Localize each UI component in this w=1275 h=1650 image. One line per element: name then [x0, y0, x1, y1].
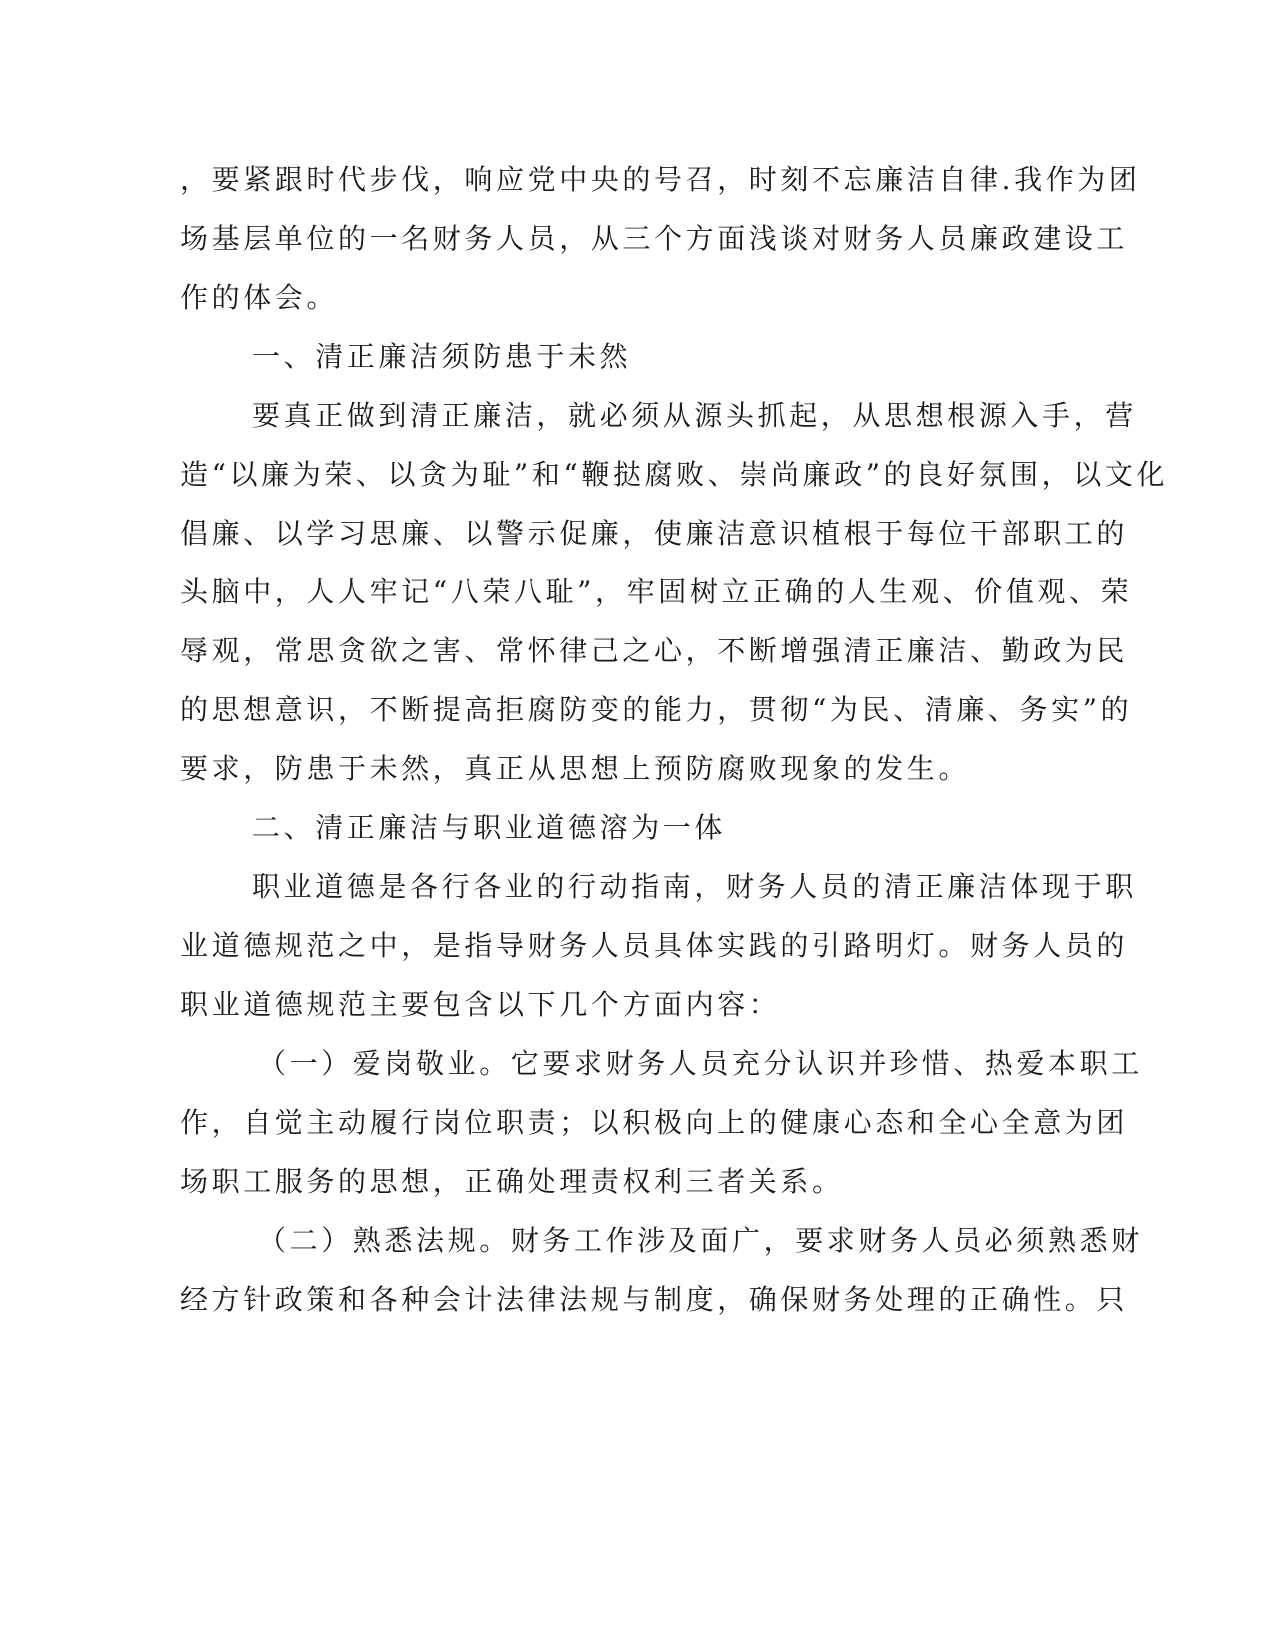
- paragraph-line: 职业道德是各行各业的行动指南，财务人员的清正廉洁体现于职: [252, 870, 1137, 903]
- paragraph-line: 经方针政策和各种会计法律法规与制度，确保财务处理的正确性。只: [180, 1283, 1129, 1316]
- paragraph-line: 作的体会。: [180, 281, 339, 314]
- paragraph-line: ，要紧跟时代步伐，响应党中央的号召，时刻不忘廉洁自律.我作为团: [180, 163, 1141, 196]
- paragraph-line: 头脑中，人人牢记“八荣八耻”，牢固树立正确的人生观、价值观、荣: [180, 575, 1133, 608]
- paragraph-line: 要求，防患于未然，真正从思想上预防腐败现象的发生。: [180, 752, 971, 785]
- list-item-line: （一）爱岗敬业。它要求财务人员充分认识并珍惜、热爱本职工: [258, 1047, 1143, 1080]
- paragraph-line: 作，自觉主动履行岗位职责；以积极向上的健康心态和全心全意为团: [180, 1106, 1129, 1139]
- paragraph-line: 场基层单位的一名财务人员，从三个方面浅谈对财务人员廉政建设工: [180, 222, 1129, 255]
- paragraph-line: 场职工服务的思想，正确处理责权利三者关系。: [180, 1165, 844, 1198]
- section-heading: 二、清正廉洁与职业道德溶为一体: [252, 811, 727, 844]
- paragraph-line: 要真正做到清正廉洁，就必须从源头抓起，从思想根源入手，营: [252, 399, 1137, 432]
- section-heading: 一、清正廉洁须防患于未然: [252, 340, 632, 373]
- paragraph-line: 业道德规范之中，是指导财务人员具体实践的引路明灯。财务人员的: [180, 929, 1129, 962]
- paragraph-line: 的思想意识，不断提高拒腐防变的能力，贯彻“为民、清廉、务实”的: [180, 693, 1133, 726]
- paragraph-line: 职业道德规范主要包含以下几个方面内容：: [180, 988, 781, 1021]
- paragraph-line: 造“以廉为荣、以贪为耻”和“鞭挞腐败、崇尚廉政”的良好氛围，以文化: [180, 458, 1169, 491]
- paragraph-line: 辱观，常思贪欲之害、常怀律己之心，不断增强清正廉洁、勤政为民: [180, 634, 1129, 667]
- list-item-line: （二）熟悉法规。财务工作涉及面广，要求财务人员必须熟悉财: [258, 1224, 1143, 1257]
- paragraph-line: 倡廉、以学习思廉、以警示促廉，使廉洁意识植根于每位干部职工的: [180, 517, 1129, 550]
